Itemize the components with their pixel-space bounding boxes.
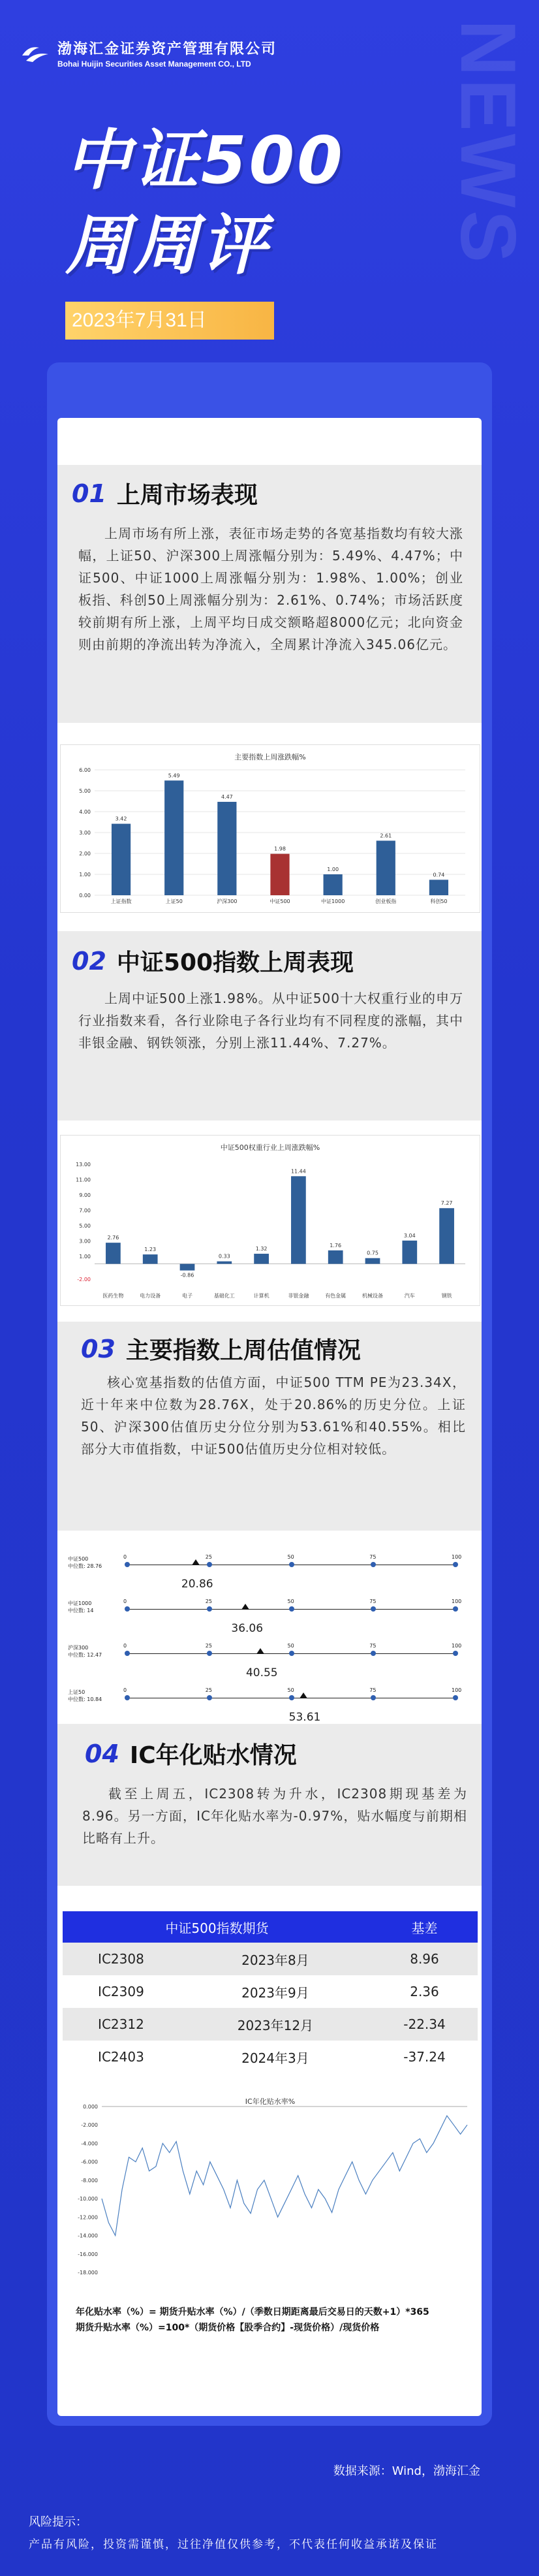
valuation-median: 中位数: 28.76	[68, 1563, 102, 1569]
table-cell-month: 2023年9月	[179, 1975, 371, 2008]
valuation-tick-dot	[289, 1695, 294, 1700]
table-row	[63, 1975, 478, 2008]
section3-heading	[81, 1332, 361, 1365]
chart1-bar	[377, 840, 395, 895]
valuation-index-name: 中证500	[68, 1556, 89, 1562]
chart2-bar	[254, 1254, 269, 1264]
chart3-title: IC年化贴水率%	[245, 2097, 296, 2106]
chart3-ytick: -16.000	[78, 2251, 98, 2257]
chart2-value-label: 0.75	[367, 1250, 378, 1256]
chart2-bar	[402, 1241, 417, 1264]
chart2-value-label: 1.23	[144, 1247, 157, 1253]
page-title-line1: 中证500	[65, 122, 345, 199]
section1-heading	[72, 477, 258, 510]
company-name-cn: 渤海汇金证券资产管理有限公司	[57, 41, 277, 57]
data-source: 数据来源：Wind，渤海汇金	[333, 2464, 480, 2478]
chart1-svg	[61, 745, 481, 914]
valuation-tick-dot	[371, 1651, 376, 1656]
chart2-xtick: 基础化工	[213, 1293, 235, 1299]
valuation-scale-label: 50	[287, 1643, 294, 1649]
chart2-bar	[180, 1264, 195, 1271]
chart1-xtick: 中证500	[270, 898, 290, 904]
chart2-xtick: 有色金属	[325, 1293, 346, 1299]
valuation-scale-label: 50	[287, 1598, 294, 1604]
ic-futures-table	[63, 1911, 478, 2073]
table-header-contract: 中证500指数期货	[63, 1911, 371, 1943]
chart2-bar	[439, 1208, 454, 1264]
chart2-bar	[328, 1250, 343, 1264]
valuation-scale-label: 75	[369, 1643, 377, 1649]
formula-line1: 年化贴水率（%）= 期货升贴水率（%）/（季数日期距离最后交易日的天数+1）*365	[76, 2307, 429, 2317]
chart1-bar	[112, 824, 131, 895]
table-cell-contract: IC2309	[63, 1975, 179, 2008]
chart2-title: 中证500权重行业上周涨跌幅%	[220, 1143, 320, 1152]
valuation-scale-label: 50	[287, 1554, 294, 1560]
valuation-marker	[241, 1604, 249, 1610]
valuation-tick-dot	[207, 1695, 212, 1700]
chart2-value-label: 0.33	[218, 1253, 230, 1260]
chart2	[60, 1135, 480, 1306]
valuation-row-label	[68, 1555, 102, 1570]
valuation-percentile: 40.55	[245, 1666, 278, 1679]
section4-heading	[85, 1737, 297, 1770]
chart1-bar	[217, 802, 236, 895]
chart2-ytick: 13.00	[76, 1162, 91, 1168]
valuation-scale-label: 0	[123, 1554, 127, 1560]
chart2-xtick: 钢铁	[441, 1293, 452, 1299]
table-header-basis: 基差	[371, 1911, 478, 1943]
valuation-tick-dot	[125, 1606, 130, 1612]
valuation-tick-dot	[207, 1651, 212, 1656]
valuation-median: 中位数: 10.84	[68, 1696, 102, 1702]
table-cell-month: 2023年12月	[179, 2008, 371, 2041]
table-cell-month: 2023年8月	[179, 1943, 371, 1975]
valuation-scale-label: 25	[205, 1598, 212, 1604]
chart2-xtick: 电子	[182, 1293, 192, 1299]
chart2-xtick: 汽车	[404, 1293, 415, 1299]
chart3-ytick: -6.000	[81, 2159, 98, 2165]
table-cell-basis: 8.96	[371, 1943, 478, 1975]
valuation-tick-dot	[371, 1695, 376, 1700]
valuation-index-name: 沪深300	[68, 1645, 89, 1651]
chart2-ytick: -2.00	[77, 1277, 91, 1282]
valuation-scale-label: 75	[369, 1687, 377, 1693]
valuation-percentile: 53.61	[288, 1711, 321, 1724]
table-row	[63, 2008, 478, 2041]
chart3-ytick: 0.000	[83, 2104, 98, 2110]
page-title-line2: 周周评	[65, 207, 269, 283]
valuation-scale-label: 50	[287, 1687, 294, 1693]
chart3	[63, 2090, 478, 2285]
chart1-xtick: 科创50	[430, 898, 448, 904]
valuation-tick-dot	[207, 1562, 212, 1567]
chart3-ytick: -4.000	[81, 2140, 98, 2147]
section3-text: 核心宽基指数的估值方面，中证500 TTM PE为23.34X，近十年来中位数为28.76X，处于20.86%的历史分位。上证50、沪深300估值历史分位分别为53.61%和40.55%。相比部分大市值指数，中证500估值历史分位相对较低。	[81, 1375, 466, 1457]
chart3-ytick: -8.000	[81, 2177, 98, 2184]
valuation-tick-dot	[371, 1562, 376, 1567]
section2-number: 02	[72, 946, 106, 976]
valuation-tick-dot	[289, 1606, 294, 1612]
section1-title: 上周市场表现	[116, 482, 258, 509]
chart1-xtick: 中证1000	[320, 898, 345, 904]
chart2-bar	[106, 1243, 121, 1264]
section2-heading	[72, 944, 354, 978]
valuation-scale-label: 0	[123, 1687, 127, 1693]
chart2-value-label: 1.32	[255, 1246, 268, 1252]
chart1-ytick: 2.00	[79, 851, 91, 857]
chart2-value-label: 2.76	[107, 1235, 119, 1241]
chart1-ytick: 4.00	[79, 809, 91, 815]
table-row	[63, 1943, 478, 1975]
section1-number: 01	[72, 479, 106, 508]
valuation-tick-dot	[125, 1651, 130, 1656]
valuation-scale-label: 25	[205, 1687, 212, 1693]
formula-line2: 期货升贴水率（%）=100*（期货价格【股季合约】-现货价格）/现货价格	[76, 2323, 380, 2333]
valuation-tick-dot	[453, 1695, 458, 1700]
chart2-value-label: 1.76	[330, 1242, 342, 1248]
valuation-marker	[192, 1559, 200, 1565]
valuation-tick-dot	[371, 1606, 376, 1612]
valuation-tick-dot	[125, 1695, 130, 1700]
chart2-bar	[143, 1254, 158, 1264]
chart2-ytick: 1.00	[79, 1253, 91, 1260]
valuation-marker	[300, 1693, 307, 1698]
chart1-bar	[270, 854, 289, 895]
table-row	[63, 2041, 478, 2073]
valuation-tick-dot	[289, 1651, 294, 1656]
chart1-value-label: 0.74	[433, 872, 445, 878]
valuation-scale-label: 100	[452, 1598, 462, 1604]
section1-text: 上周市场有所上涨，表征市场走势的各宽基指数均有较大涨幅，上证50、沪深300上周涨幅分别为：5.49%、4.47%；中证500、中证1000上周涨幅分别为：1.98%、1.00%；创业板指、科创50上周涨幅分别为：2.61%、0.74%；市场活跃度较前期有所上涨，上周平均日成交额略超8000亿元；北向资金则由前期的净流出转为净流入，全周累计净流入345.06亿元。	[78, 526, 463, 652]
valuation-median: 中位数: 14	[68, 1608, 94, 1614]
chart2-xtick: 电力设备	[140, 1293, 161, 1299]
chart2-value-label: 11.44	[290, 1168, 306, 1175]
chart2-bar	[291, 1176, 306, 1264]
section2-text: 上周中证500上涨1.98%。从中证500十大权重行业的申万行业指数来看，各行业除电子各行业均有不同程度的涨幅，其中非银金融、钢铁领涨，分别上涨11.44%、7.27%。	[78, 991, 463, 1051]
logo-mark-icon	[21, 42, 50, 65]
valuation-scale-label: 100	[452, 1554, 462, 1560]
section4-text: 截至上周五，IC2308转为升水，IC2308期现基差为8.96。另一方面，IC年化贴水率为-0.97%，贴水幅度与前期相比略有上升。	[82, 1786, 467, 1846]
chart1-value-label: 2.61	[380, 833, 392, 839]
chart2-xtick: 医药生物	[102, 1293, 124, 1299]
table-cell-basis: 2.36	[371, 1975, 478, 2008]
chart3-ytick: -10.000	[78, 2196, 98, 2202]
valuation-row-label	[68, 1689, 102, 1703]
valuation-row-label	[68, 1644, 102, 1659]
date-badge: 2023年7月31日	[65, 302, 274, 340]
chart2-ytick: 5.00	[79, 1222, 91, 1229]
chart3-series-line	[102, 2116, 467, 2236]
valuation-scale-label: 100	[452, 1643, 462, 1649]
chart2-value-label: 3.04	[403, 1232, 416, 1239]
valuation-percentile: 20.86	[181, 1578, 213, 1591]
chart3-ytick: -14.000	[78, 2233, 98, 2239]
company-name-en: Bohai Huijin Securities Asset Management CO., LTD	[57, 59, 251, 69]
valuation-tick-dot	[453, 1651, 458, 1656]
table-cell-basis: -37.24	[371, 2041, 478, 2073]
valuation-scale-label: 0	[123, 1598, 127, 1604]
chart2-ytick: 11.00	[76, 1177, 91, 1183]
valuation-scale-label: 100	[452, 1687, 462, 1693]
chart2-svg	[61, 1136, 481, 1307]
chart2-value-label: 7.27	[440, 1200, 453, 1207]
section4-number: 04	[85, 1739, 119, 1768]
chart1-xtick: 创业板指	[375, 898, 397, 904]
valuation-scale-label: 25	[205, 1643, 212, 1649]
chart1-ytick: 3.00	[79, 830, 91, 836]
valuation-index-name: 上证50	[68, 1689, 85, 1695]
valuation-tick-dot	[453, 1606, 458, 1612]
chart1-value-label: 1.00	[327, 867, 339, 872]
chart1-xtick: 沪深300	[217, 898, 238, 904]
chart3-ytick: -12.000	[78, 2214, 98, 2221]
valuation-scale-label: 0	[123, 1643, 127, 1649]
section3-number: 03	[81, 1334, 116, 1363]
valuation-row-label	[68, 1600, 93, 1614]
chart2-value-label: -0.86	[180, 1272, 194, 1279]
chart3-svg	[63, 2090, 478, 2285]
chart2-xtick: 计算机	[253, 1293, 270, 1299]
chart1	[60, 744, 480, 913]
table-cell-contract: IC2308	[63, 1943, 179, 1975]
valuation-marker	[256, 1648, 264, 1654]
chart1-ytick: 5.00	[79, 788, 91, 794]
valuation-row	[65, 1672, 463, 1730]
chart1-bar	[164, 780, 183, 895]
chart2-xtick: 非银金融	[288, 1293, 309, 1299]
chart3-ytick: -2.000	[81, 2122, 98, 2129]
valuation-tick-dot	[207, 1606, 212, 1612]
company-logo	[21, 38, 277, 69]
chart1-ytick: 0.00	[79, 893, 91, 898]
chart2-bar	[217, 1262, 232, 1264]
chart2-ytick: 7.00	[79, 1207, 91, 1214]
chart1-value-label: 4.47	[221, 793, 233, 800]
table-cell-contract: IC2312	[63, 2008, 179, 2041]
chart1-value-label: 1.98	[274, 846, 286, 852]
chart2-ytick: 3.00	[79, 1238, 91, 1245]
valuation-scale-label: 75	[369, 1598, 377, 1604]
valuation-median: 中位数: 12.47	[68, 1652, 102, 1658]
valuation-tick-dot	[289, 1562, 294, 1567]
chart1-bar	[324, 874, 343, 895]
table-cell-basis: -22.34	[371, 2008, 478, 2041]
chart2-ytick: 9.00	[79, 1192, 91, 1198]
chart1-ytick: 6.00	[79, 767, 91, 773]
risk-text: 产品有风险，投资需谨慎，过往净值仅供参考，不代表任何收益承诺及保证	[29, 2538, 438, 2551]
chart1-xtick: 上证指数	[110, 898, 132, 904]
chart2-bar	[365, 1258, 380, 1264]
chart3-ytick: -18.000	[78, 2270, 98, 2276]
table-cell-contract: IC2403	[63, 2041, 179, 2073]
chart1-xtick: 上证50	[165, 898, 183, 904]
valuation-index-name: 中证1000	[68, 1600, 92, 1606]
section3-title: 主要指数上周估值情况	[125, 1337, 361, 1364]
risk-title: 风险提示：	[29, 2515, 87, 2529]
valuation-scale-label: 75	[369, 1554, 377, 1560]
chart1-ytick: 1.00	[79, 872, 91, 878]
chart1-title: 主要指数上周涨跌幅%	[234, 753, 306, 761]
chart1-value-label: 5.49	[168, 772, 180, 779]
chart1-bar	[429, 880, 448, 895]
news-watermark: NEWS	[444, 20, 532, 265]
chart2-xtick: 机械设备	[362, 1293, 383, 1299]
section2-title: 中证500指数上周表现	[116, 949, 354, 976]
section4-title: IC年化贴水情况	[129, 1742, 297, 1769]
valuation-tick-dot	[125, 1562, 130, 1567]
chart1-value-label: 3.42	[115, 816, 127, 822]
valuation-scale-label: 25	[205, 1554, 212, 1560]
valuation-tick-dot	[453, 1562, 458, 1567]
valuation-percentile: 36.06	[231, 1622, 264, 1635]
table-cell-month: 2024年3月	[179, 2041, 371, 2073]
